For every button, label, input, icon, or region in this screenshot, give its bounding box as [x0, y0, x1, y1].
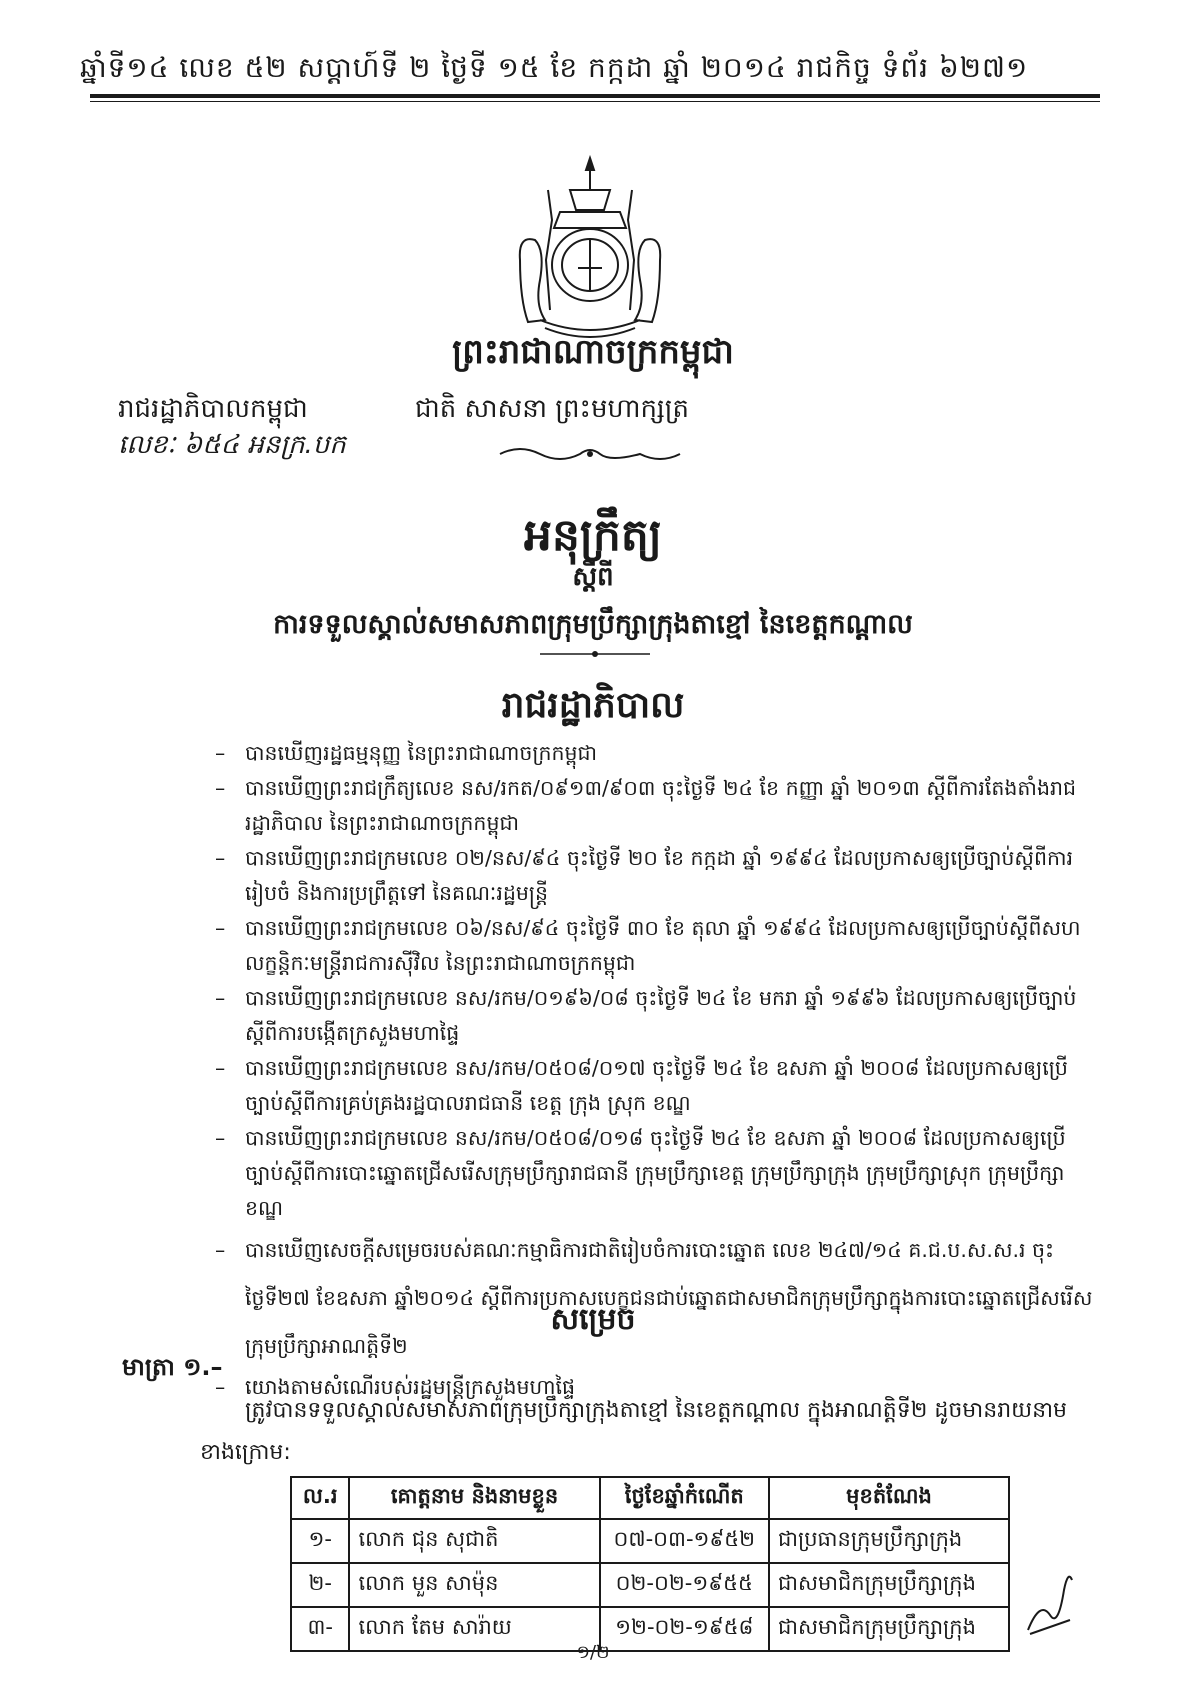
recital-item: – យោងតាមសំណើរបស់រដ្ឋមន្ត្រីក្រសួងមហាផ្ទៃ: [215, 1375, 576, 1399]
col-header-dob: ថ្ងៃខែឆ្នាំកំណើត: [600, 1477, 769, 1519]
recital-item: – បានឃើញរដ្ឋធម្មនុញ្ញ នៃព្រះរាជាណាចក្រកម្ពុជា: [215, 741, 598, 765]
decision-heading: សម្រេច: [550, 1302, 636, 1337]
about-label: ស្តីពី: [572, 562, 614, 592]
cell-dob: ១២-០២-១៩៥៨: [600, 1607, 769, 1651]
issuing-body: រាជរដ្ឋាភិបាលកម្ពុជា: [118, 394, 308, 424]
members-table: [290, 1476, 1010, 1652]
recital-item: – បានឃើញសេចក្តីសម្រេចរបស់គណៈកម្មាធិការជាតិរៀបចំការបោះឆ្នោត លេខ ២៤៧/១៤ គ.ជ.ប.ស.ស.រ ចុះថ្ងៃទី២៧ ខែឧសភា ឆ្នាំ២០១៤ ស្តីពីការប្រកាសបេក្ខជនជាប់ឆ្នោតជាសមាជិកក្រុមប្រឹក្សាក្នុងការបោះឆ្នោតជ្រើសរើសក្រុមប្រឹក្សាអាណត្តិទី២: [215, 1238, 1093, 1358]
gazette-header: ឆ្នាំទី១៤ លេខ ៥២ សប្តាហ៍ទី ២ ថ្ងៃទី ១៥ ខែ កក្កដា ឆ្នាំ ២០១៤ រាជកិច្ច ទំព័រ ៦២៧១: [80, 51, 1029, 84]
col-header-name: គោត្តនាម និងនាមខ្លួន: [349, 1477, 599, 1519]
cell-position: ជាសមាជិកក្រុមប្រឹក្សាក្រុង: [769, 1607, 1009, 1651]
cell-no: ៣-: [291, 1607, 349, 1651]
article-body: ត្រូវបានទទួលស្គាល់សមាសភាពក្រុមប្រឹក្សាក្រុងតាខ្មៅ នៃខេត្តកណ្តាល ក្នុងអាណត្តិទី២ ដូចមានរាយនាមខាងក្រោម:: [200, 1398, 1068, 1465]
article-heading: មាត្រា ១.–: [122, 1353, 223, 1381]
header-rule-thick: [90, 94, 1100, 98]
cell-position: ជាសមាជិកក្រុមប្រឹក្សាក្រុង: [769, 1563, 1009, 1607]
page-number: ១/២: [576, 1642, 610, 1663]
col-header-no: ល.រ: [291, 1477, 349, 1519]
national-motto: ជាតិ សាសនា ព្រះមហាក្សត្រ: [415, 394, 689, 424]
table-row: [291, 1563, 1009, 1607]
recital-item: – បានឃើញព្រះរាជក្រមលេខ ០៦/នស/៩៤ ចុះថ្ងៃទី ៣០ ខែ តុលា ឆ្នាំ ១៩៩៤ ដែលប្រកាសឲ្យប្រើច្បាប់ស្តីពីសហលក្ខន្តិកៈមន្ត្រីរាជការស៊ីវិល នៃព្រះរាជាណាចក្រកម្ពុជា: [215, 916, 1081, 975]
small-divider-icon: [540, 648, 650, 660]
recital-item: – បានឃើញព្រះរាជក្រឹត្យលេខ នស/រកត/០៩១៣/៩០៣ ចុះថ្ងៃទី ២៤ ខែ កញ្ញា ឆ្នាំ ២០១៣ ស្តីពីការតែងតាំងរាជរដ្ឋាភិបាល នៃព្រះរាជាណាចក្រកម្ពុជា: [215, 776, 1076, 835]
cell-no: ២-: [291, 1563, 349, 1607]
document-subject: ការទទួលស្គាល់សមាសភាពក្រុមប្រឹក្សាក្រុងតាខ្មៅ នៃខេត្តកណ្តាល: [273, 609, 913, 640]
recital-item: – បានឃើញព្រះរាជក្រមលេខ នស/រកម/០៥០៨/០១៨ ចុះថ្ងៃទី ២៤ ខែ ឧសភា ឆ្នាំ ២០០៨ ដែលប្រកាសឲ្យប្រើច្បាប់ស្តីពីការបោះឆ្នោតជ្រើសរើសក្រុមប្រឹក្សារាជធានី ក្រុមប្រឹក្សាខេត្ត ក្រុមប្រឹក្សាក្រុង ក្រុមប្រឹក្សាស្រុក ក្រុមប្រឹក្សាខណ្ឌ: [215, 1126, 1066, 1220]
recital-item: – បានឃើញព្រះរាជក្រមលេខ នស/រកម/០១៩៦/០៨ ចុះថ្ងៃទី ២៤ ខែ មករា ឆ្នាំ ១៩៩៦ ដែលប្រកាសឲ្យប្រើច្បាប់ស្តីពីការបង្កើតក្រសួងមហាផ្ទៃ: [215, 986, 1077, 1045]
royal-coat-of-arms-icon: [490, 150, 690, 350]
document-type: អនុក្រឹត្យ: [524, 510, 662, 561]
ornament-divider-icon: [495, 442, 685, 466]
col-header-position: មុខតំណែង: [769, 1477, 1009, 1519]
cell-name: លោក តែម សារ៉ាយ: [349, 1607, 599, 1651]
table-header-row: [291, 1477, 1009, 1519]
cell-position: ជាប្រធានក្រុមប្រឹក្សាក្រុង: [769, 1519, 1009, 1563]
cell-dob: ០៧-០៣-១៩៥២: [600, 1519, 769, 1563]
recital-item: – បានឃើញព្រះរាជក្រមលេខ នស/រកម/០៥០៨/០១៧ ចុះថ្ងៃទី ២៤ ខែ ឧសភា ឆ្នាំ ២០០៨ ដែលប្រកាសឲ្យប្រើច្បាប់ស្តីពីការគ្រប់គ្រងរដ្ឋបាលរាជធានី ខេត្ត ក្រុង ស្រុក ខណ្ឌ: [215, 1056, 1068, 1115]
reference-number: លេខៈ ៦៥៤ អនក្រ.បក: [118, 430, 346, 460]
cell-no: ១-: [291, 1519, 349, 1563]
recital-item: – បានឃើញព្រះរាជក្រមលេខ ០២/នស/៩៤ ចុះថ្ងៃទី ២០ ខែ កក្កដា ឆ្នាំ ១៩៩៤ ដែលប្រកាសឲ្យប្រើច្បាប់ស្តីពីការរៀបចំ និងការប្រព្រឹត្តទៅ នៃគណៈរដ្ឋមន្ត្រី: [215, 846, 1073, 905]
initial-signature-icon: [1020, 1560, 1080, 1640]
header-rule-thin: [90, 101, 1100, 102]
issuer-heading: រាជរដ្ឋាភិបាល: [501, 685, 685, 726]
kingdom-title: ព្រះរាជាណាចក្រកម្ពុជា: [452, 332, 734, 372]
table-row: [291, 1519, 1009, 1563]
cell-name: លោក ជុន សុជាតិ: [349, 1519, 599, 1563]
cell-name: លោក មួន សាម៉ុន: [349, 1563, 599, 1607]
cell-dob: ០២-០២-១៩៥៥: [600, 1563, 769, 1607]
